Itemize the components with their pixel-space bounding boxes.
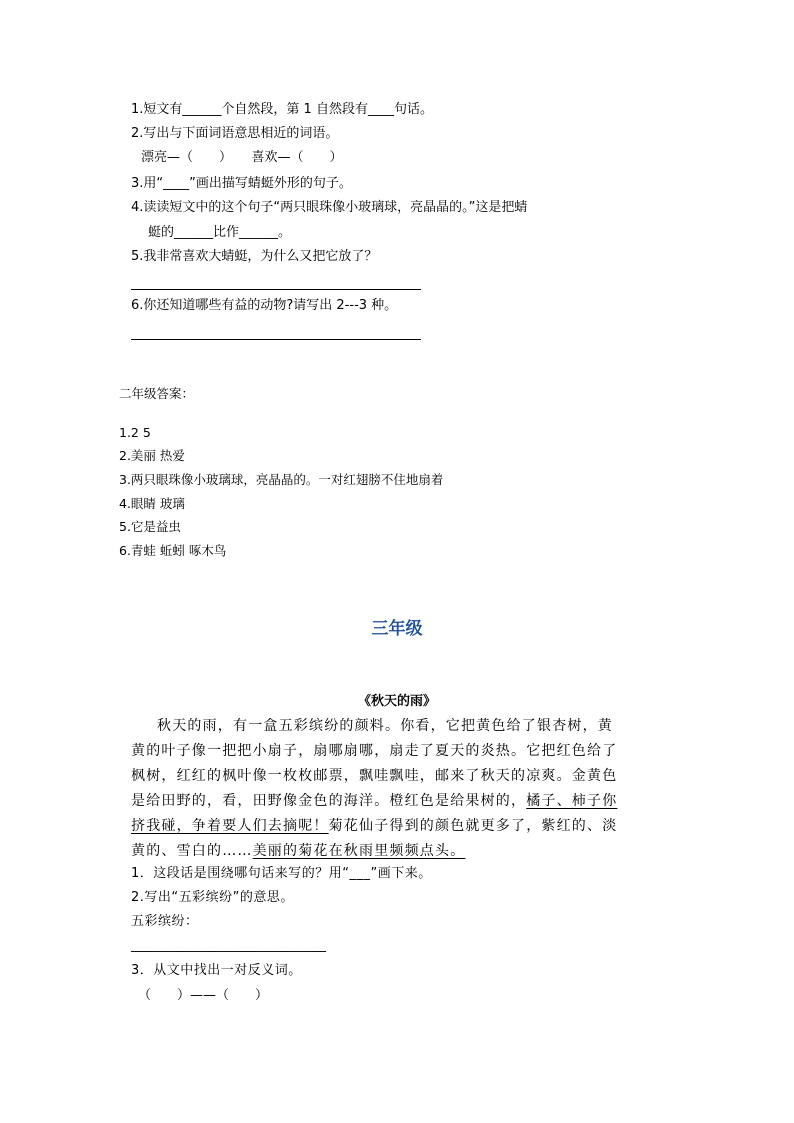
question-1: 1.短文有______个自然段，第 1 自然段有____句话。 <box>131 102 433 117</box>
answers-heading: 二年级答案： <box>119 386 195 401</box>
answer-2: 2.美丽 热爱 <box>119 448 185 463</box>
grade3-question-1: 1．这段话是围绕哪句话来写的？用“___”画下来。 <box>131 866 432 881</box>
grade3-question-3: 3．从文中找出一对反义词。 <box>131 963 302 978</box>
grade3-question-3-antonyms: （ ）——（ ） <box>138 988 269 1003</box>
underlined-sentence-part-3: 美丽的菊花在秋雨里频频点头。 <box>252 843 466 859</box>
section-heading-grade-3: 三年级 <box>371 619 423 639</box>
passage-line-4-text: 是给田野的，看，田野像金色的海洋。橙红色是给果树的， <box>131 793 527 809</box>
passage-line-6 <box>131 842 661 860</box>
answer-3: 3.两只眼珠像小玻璃球，亮晶晶的。一对红翅膀不住地扇着 <box>119 472 444 487</box>
passage-line-1: 秋天的雨，有一盒五彩缤纷的颜料。你看，它把黄色给了银杏树，黄 <box>157 718 613 734</box>
grade3-question-2: 2.写出“五彩缤纷”的意思。 <box>131 890 294 905</box>
passage-line-2: 黄的叶子像一把把小扇子，扇哪扇哪，扇走了夏天的炎热。它把红色给了 <box>131 743 618 759</box>
grade3-question-2-label: 五彩缤纷： <box>131 914 199 929</box>
question-3: 3.用“____”画出描写蜻蜓外形的句子。 <box>131 176 352 191</box>
question-4-line-1: 4.读读短文中的这个句子“两只眼珠像小玻璃球，亮晶晶的。”这是把蜻 <box>131 200 528 215</box>
question-4-line-2: 蜓的______比作______。 <box>148 225 292 240</box>
answer-line-6 <box>131 339 421 340</box>
passage-line-3: 枫树，红红的枫叶像一枚枚邮票，飘哇飘哇，邮来了秋天的凉爽。金黄色 <box>131 768 618 784</box>
passage-line-5 <box>131 817 661 835</box>
answer-1: 1.2 5 <box>119 425 151 440</box>
question-6: 6.你还知道哪些有益的动物?请写出 2---3 种。 <box>131 298 398 313</box>
passage-title: 《秋天的雨》 <box>357 694 436 709</box>
underlined-sentence-part-2: 挤我碰，争着要人们去摘呢！ <box>131 818 329 834</box>
answer-line-5 <box>131 289 421 290</box>
question-2-synonyms: 漂亮—（ ） 喜欢—（ ） <box>141 150 343 165</box>
answer-6: 6.青蛙 蚯蚓 啄木鸟 <box>119 543 227 558</box>
passage-line-5-text: 菊花仙子得到的颜色就更多了，紫红的、淡 <box>328 818 618 834</box>
passage-line-6-text: 黄的、雪白的…… <box>131 843 253 859</box>
question-2: 2.写出与下面词语意思相近的词语。 <box>131 126 339 141</box>
passage-line-4 <box>131 792 661 810</box>
answer-4: 4.眼睛 玻璃 <box>119 496 185 511</box>
question-5: 5.我非常喜欢大蜻蜓，为什么又把它放了？ <box>131 249 378 264</box>
answer-5: 5.它是益虫 <box>119 519 181 534</box>
underlined-sentence-part-1: 橘子、柿子你 <box>526 793 618 809</box>
grade3-question-2-blank: ______________________________ <box>131 938 326 953</box>
